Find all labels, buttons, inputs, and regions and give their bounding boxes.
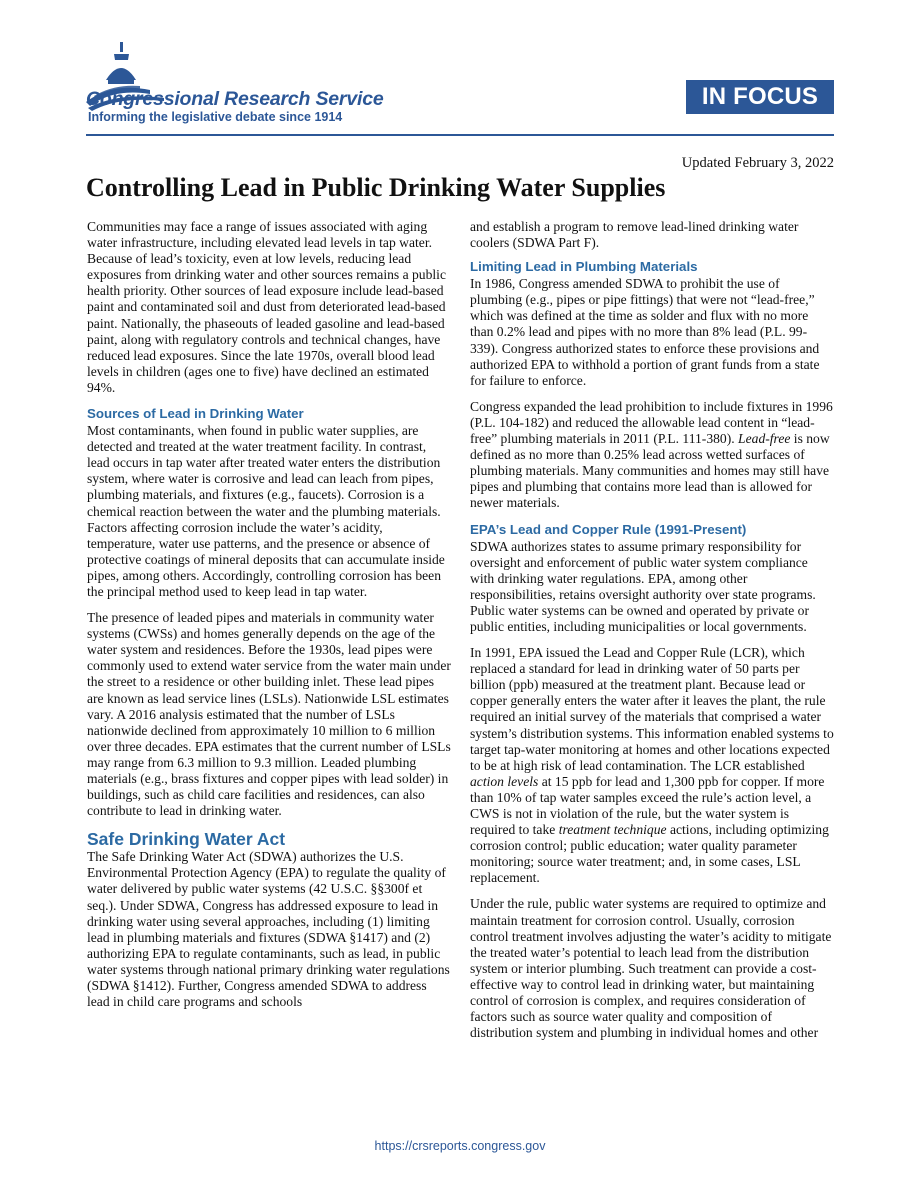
text-run: actions, including optimizing corrosion control; public education; water quality parameter monitoring; source water treatment; and, in some cases, LSL replacement. <box>470 822 829 886</box>
footer-url[interactable]: https://crsreports.congress.gov <box>374 1139 546 1153</box>
limiting-paragraph-2 <box>470 399 835 512</box>
text-run: at 15 ppb for lead and 1,300 ppb for copper. If more than 10% of tap water samples exceed the rule’s action level, a CWS is not in violation of the rule, but the water system is required to take <box>470 773 825 838</box>
section-heading-limiting: Limiting Lead in Plumbing Materials <box>470 259 698 275</box>
limiting-paragraph-1: In 1986, Congress amended SDWA to prohibit the use of plumbing (e.g., pipes or pipe fittings) that were not “lead-free,” which was defined at the time as solder and flux with no more than 0.2% lead and pipes with no more than 8% lead (P.L. 99-339). Congress authorized states to enforce these provisions and authorized EPA to withhold a portion of grant funds from a state for failure to enforce. <box>470 276 820 388</box>
text-run: Congress expanded the lead prohibition to include fixtures in 1996 (P.L. 104-182) and reduced the allowable lead content in “lead-free” plumbing materials in 2011 (P.L. 111-380). <box>470 398 833 447</box>
section-heading-lcr: EPA’s Lead and Copper Rule (1991-Present) <box>470 521 747 537</box>
intro-paragraph: Communities may face a range of issues associated with aging water infrastructure, including elevated lead levels in tap water. Because of lead’s toxicity, even at low levels, reducing lead exposures from drinking water and other sources remains a public health priority. Other sources of lead exposure include lead-based paint and contaminated soil and dust from deteriorated lead-based paint. Nationally, the phaseouts of leaded gasoline and lead-based paint, along with regulatory controls and technical changes, have reduced lead exposures. Since the late 1970s, overall blood lead levels in children (ages one to five) have declined an estimated 94%. <box>87 219 446 395</box>
org-name: Congressional Research Service <box>86 88 384 110</box>
emphasis-action-levels: action levels <box>470 773 539 789</box>
right-column <box>470 219 835 1051</box>
text-run: In 1991, EPA issued the Lead and Copper Rule (LCR), which replaced a standard for lead in drinking water of 50 parts per billion (ppb) measured at the treatment plant. Because lead or copper generally enters the water after it leaves the plant, the rule required an initial survey of the materials that comprised a water system’s distribution systems. This information enabled systems to target tap-water monitoring at homes and other locations expected to be at high risk of lead contamination. The LCR established <box>470 645 834 773</box>
sdwa-paragraph: The Safe Drinking Water Act (SDWA) authorizes the U.S. Environmental Protection Agency (EPA) to regulate the quality of water delivered by public water systems (42 U.S.C. §§300f et seq.). Under SDWA, Congress has addressed exposure to lead in drinking water using several approaches, including (1) limiting lead in plumbing materials and fixtures (SDWA §1417) and (2) authorizing EPA to regulate contaminants, such as lead, in public water systems through national primary drinking water regulations (SDWA §1412). Further, Congress amended SDWA to address lead in child care programs and schools <box>87 849 450 1010</box>
page-title: Controlling Lead in Public Drinking Water Supplies <box>86 173 666 202</box>
sources-paragraph-1: Most contaminants, when found in public water supplies, are detected and treated at the water treatment facility. In contrast, lead occurs in tap water after treated water enters the distribution system, where water is corrosive and lead can leach from pipes, plumbing materials, and fixtures (e.g., faucets). Corrosion is a chemical reaction between the water and the plumbing materials. Factors affecting corrosion include the water’s acidity, temperature, water use patterns, and the presence or absence of protective coatings of mineral deposits that can accumulate inside pipes, among others. Accordingly, controlling corrosion has been the principal method used to keep lead in tap water. <box>87 423 445 599</box>
updated-date: Updated February 3, 2022 <box>681 155 834 171</box>
in-focus-badge: IN FOCUS <box>686 80 834 114</box>
emphasis-lead-free: Lead-free <box>738 431 791 447</box>
left-column <box>87 219 452 1020</box>
text-run: is now defined as no more than 0.25% lead across wetted surfaces of plumbing materials. Many communities and homes may still have pipes and plumbing that contains more lead than is allowed for newer materials. <box>470 431 830 511</box>
org-tagline: Informing the legislative debate since 1914 <box>88 110 343 124</box>
emphasis-treatment-technique: treatment technique <box>558 822 667 838</box>
sdwa-continued-paragraph: and establish a program to remove lead-lined drinking water coolers (SDWA Part F). <box>470 219 799 251</box>
sources-paragraph-2: The presence of leaded pipes and materials in community water systems (CWSs) and homes generally depends on the age of the water system and residences. Before the 1930s, lead pipes were commonly used to extend water service from the water main under the street to a residence or other building inlet. These lead pipes are known as lead service lines (LSLs). Nationwide LSL estimates vary. A 2016 analysis estimated that the number of LSLs nationwide declined from approximately 10 million to 6 million over three decades. EPA estimates that the current number of LSLs may range from 6.3 million to 9.3 million. Leaded plumbing materials (e.g., brass fixtures and copper pipes with lead solder) in buildings, such as child care facilities and residences, can also contribute to lead in drinking water. <box>87 610 451 819</box>
section-heading-sdwa: Safe Drinking Water Act <box>87 829 286 850</box>
lcr-paragraph-1: SDWA authorizes states to assume primary responsibility for oversight and enforcement of public water system compliance with drinking water regulations. EPA, among other responsibilities, retains oversight authority over state programs. Public water systems can be owned and operated by private or public entities, including municipalities or local governments. <box>470 538 816 634</box>
header-divider <box>86 134 834 136</box>
lcr-paragraph-3: Under the rule, public water systems are required to optimize and maintain treatment for corrosion control. Usually, corrosion control treatment involves adjusting the water’s acidity to mitigate the treated water’s potential to leach lead from the distribution system or interior plumbing. Such treatment can provide a cost-effective way to control lead in drinking water, but maintaining control of corrosion is complex, and requires consideration of factors such as source water quality and composition of distribution system and plumbing in individual homes and other <box>470 896 832 1041</box>
lcr-paragraph-2 <box>470 645 835 886</box>
section-heading-sources: Sources of Lead in Drinking Water <box>87 406 304 422</box>
